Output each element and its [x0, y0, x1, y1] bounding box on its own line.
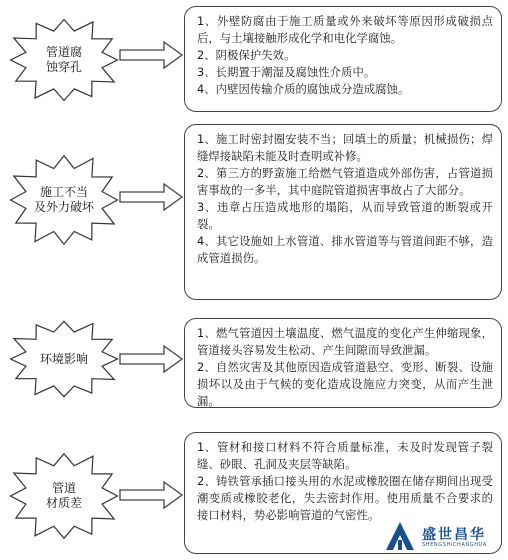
logo-name: 盛世昌华 [422, 527, 486, 543]
detail-item: 3、长期置于潮湿及腐蚀性介质中。 [197, 66, 376, 79]
cause-burst-construction [4, 150, 124, 250]
logo-mark-icon [382, 518, 418, 554]
detail-item: 2、第三方的野蛮施工给燃气管道造成外部伤害，占管道损害事故的一多半，其中庭院管道损害事故占了大部分。 [197, 167, 493, 197]
detail-box-construction [184, 124, 502, 300]
detail-item: 2、自然灾害及其他原因造成管道悬空、变形、断裂、设施损坏以及由于气候的变化造成设施应力突变，从而产生泄漏。 [197, 361, 493, 408]
logo-subtitle: SHENGSHICHANGHUA [422, 542, 487, 548]
detail-box-environment [184, 318, 502, 408]
arrow-icon [118, 480, 186, 510]
detail-item: 2、铸铁管承插口接头用的水泥或橡胶圈在储存期间出现受潮变质或橡胶老化，失去密封作用。使用质量不合要求的接口材料，势必影响管道的气密性。 [197, 475, 493, 522]
detail-item: 1、施工时密封圈安装不当；回填土的质量；机械损伤；焊缝焊接缺陷未能及时查明或补修。 [197, 133, 493, 163]
cause-burst-material [4, 448, 124, 544]
brand-logo [382, 518, 502, 554]
arrow-icon [118, 182, 186, 212]
cause-burst-corrosion [4, 14, 124, 106]
cause-burst-environment [4, 316, 124, 402]
cause-label: 环境影响 [39, 351, 88, 366]
detail-box-corrosion [184, 6, 502, 112]
cause-label: 施工不当 及外力破坏 [33, 185, 94, 214]
detail-item: 4、其它设施如上水管道、排水管道等与管道间距不够，造成管道损伤。 [197, 235, 493, 265]
arrow-icon [118, 344, 186, 374]
detail-item: 3、违章占压造成地形的塌陷，从而导致管道的断裂或开裂。 [197, 201, 493, 231]
cause-label: 管道 材质差 [45, 481, 82, 510]
detail-item: 4、内壁因传输介质的腐蚀成分造成腐蚀。 [197, 83, 410, 96]
cause-label: 管道腐 蚀穿孔 [45, 45, 82, 74]
detail-item: 1、管材和接口材料不符合质量标准，未及时发现管子裂缝、砂眼、孔洞及夹层等缺陷。 [197, 441, 493, 471]
detail-item: 1、燃气管道因土壤温度、燃气温度的变化产生伸缩现象，管道接头容易发生松动、产生间隙而导致泄漏。 [197, 327, 493, 357]
detail-item: 1、外壁防腐由于施工质量或外来破坏等原因形成破损点后，与土壤接触形成化学和电化学腐蚀。 [197, 15, 493, 45]
detail-item: 2、阴极保护失效。 [197, 49, 296, 62]
arrow-icon [118, 40, 186, 70]
